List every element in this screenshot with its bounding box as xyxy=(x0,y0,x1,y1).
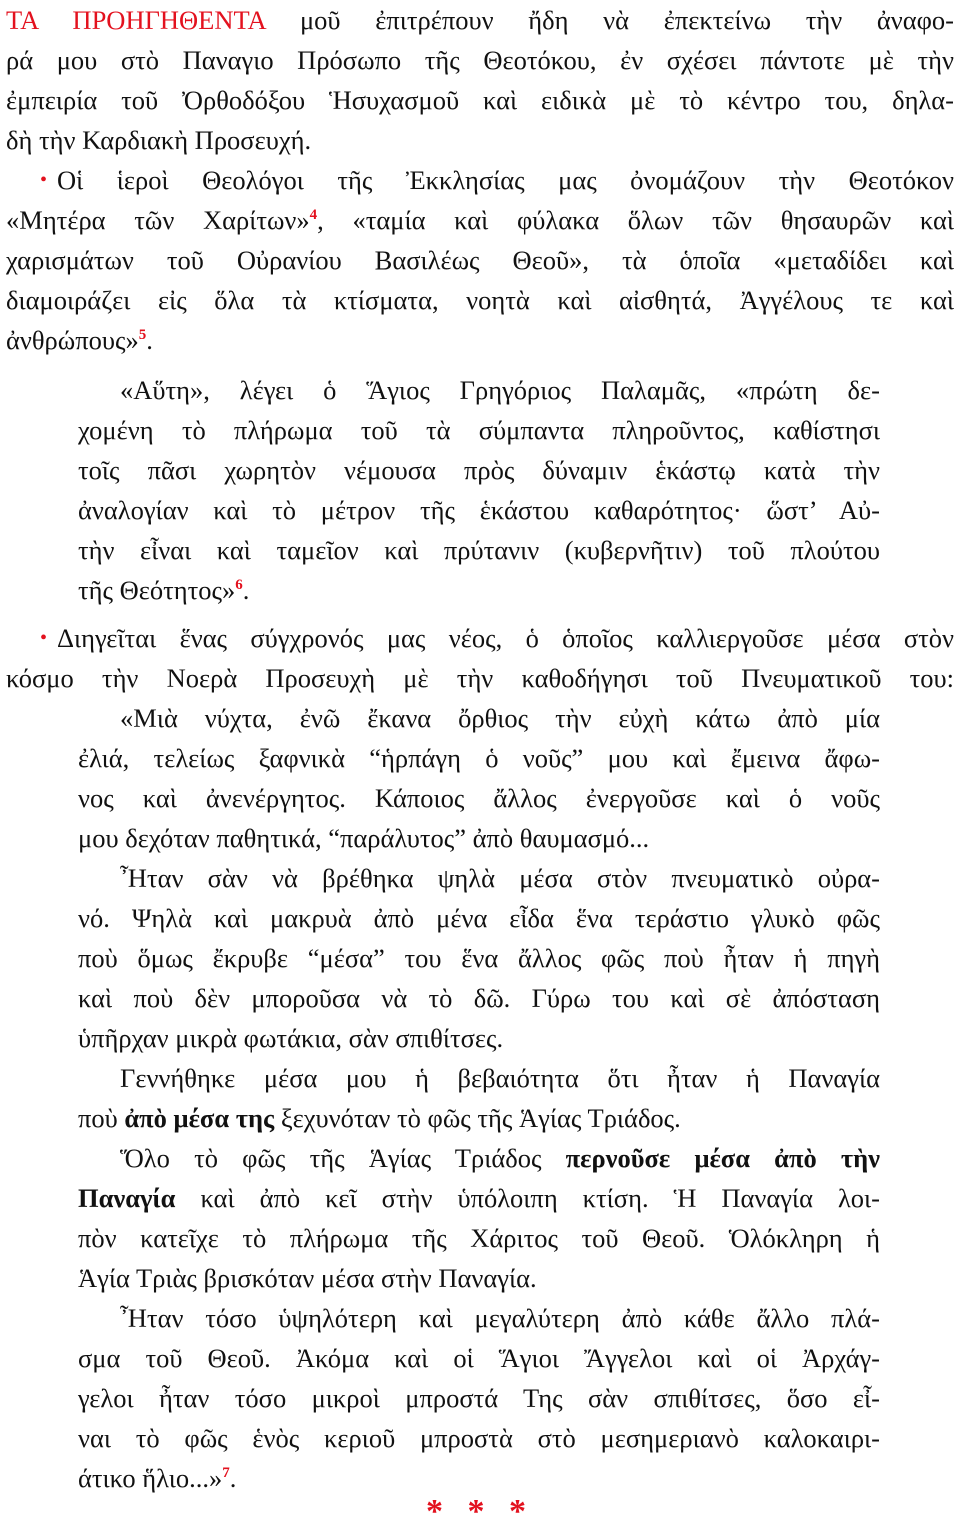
emphasis-text: ἀπὸ μέσα της xyxy=(124,1103,275,1133)
quote-2-line-7: ποὺ ὅμως ἔκρυβε “μέσα” του ἕνα ἄλλος φῶς ποὺ ἦταν ἡ πηγὴ xyxy=(78,943,880,973)
paragraph-1-line-3: ἐμπειρία τοῦ Ὀρθοδόξου Ἡσυχασμοῦ καὶ ειδικὰ μὲ τὸ κέντρο του, δηλα- xyxy=(6,85,954,115)
footnote-ref-5: 5 xyxy=(138,327,147,343)
paragraph-2-line-5: ἀνθρώπους»$^5$. xyxy=(6,325,153,355)
section-separator: * * * xyxy=(426,1493,534,1530)
quote-2-line-9: ὑπῆρχαν μικρὰ φωτάκια, σὰν σπιθίτσες. xyxy=(78,1023,504,1053)
quote-2-line-20: άτικο ἥλιο...»$^7$. xyxy=(78,1463,237,1493)
quote-1-line-6: τῆς Θεότητος»$^6$. xyxy=(78,575,250,605)
quote-1-line-3: τοῖς πᾶσι χωρητὸν νέμουσα πρὸς δύναμιν ἑκάστῳ κατὰ τὴν xyxy=(78,455,880,485)
quote-2-line-3: νος καὶ ἀνενέργητος. Κάποιος ἄλλος ἐνεργοῦσε καὶ ὁ νοῦς xyxy=(78,783,880,813)
paragraph-2-line-4: διαμοιράζει εἰς ὅλα τὰ κτίσματα, νοητὰ καὶ αἰσθητά, Ἀγγέλους τε καὶ xyxy=(6,285,954,315)
footnote-ref-6: 6 xyxy=(235,577,243,593)
emphasis-text: περνοῦσε μέσα ἀπὸ τὴν xyxy=(565,1143,881,1173)
paragraph-2-line-2: «Μητέρα τῶν Χαρίτων»$^4$, «ταμία καὶ φύλακα ὅλων τῶν θησαυρῶν καὶ xyxy=(6,205,954,235)
quote-2-line-1: «Μιὰ νύχτα, ἐνῶ ἔκανα ὄρθιος τὴν εὐχὴ κάτω ἀπὸ μία xyxy=(120,703,880,733)
emphasis-text: Παναγία xyxy=(78,1183,176,1213)
quote-1-line-4: ἀναλογίαν καὶ τὸ μέτρον τῆς ἑκάστου καθαρότητος· ὥστ’ Αὐ- xyxy=(78,495,880,525)
quote-2-line-19: ναι τὸ φῶς ἑνὸς κεριοῦ μπροστὰ στὸ μεσημεριανὸ καλοκαιρι- xyxy=(78,1423,880,1453)
footnote-ref-7: 7 xyxy=(222,1465,230,1481)
quote-2-line-14: πὸν κατεῖχε τὸ πλήρωμα τῆς Χάριτος τοῦ Θεοῦ. Ὁλόκληρη ἡ xyxy=(78,1223,880,1253)
paragraph-2-line-1: • Οἱ ἱεροὶ Θεολόγοι τῆς Ἐκκλησίας μας ὀνομάζουν τὴν Θεοτόκον xyxy=(40,165,954,195)
quote-1-line-5: τὴν εἶναι καὶ ταμεῖον καὶ πρύτανιν (κυβερνῆτιν) τοῦ πλούτου xyxy=(78,535,880,565)
quote-1-line-2: χομένη τὸ πλήρωμα τοῦ τὰ σύμπαντα πληροῦντος, καθίστησι xyxy=(78,415,880,445)
quote-2-line-8: καὶ ποὺ δὲν μποροῦσα νὰ τὸ δῶ. Γύρω του καὶ σὲ ἀπόσταση xyxy=(78,983,880,1013)
paragraph-1-line-2: ρά μου στὸ Παναγιο Πρόσωπο τῆς Θεοτόκου, ἐν σχέσει πάντοτε μὲ τὴν xyxy=(6,45,954,75)
paragraph-1-line-1: ΤΑ ΠΡΟΗΓΗΘΕΝΤΑ μοῦ ἐπιτρέπουν ἤδη νὰ ἐπεκτείνω τὴν ἀναφο- xyxy=(6,5,954,35)
quote-2-line-13: Παναγία καὶ ἀπὸ κεῖ στὴν ὑπόλοιπη κτίση. Ἡ Παναγία λοι- xyxy=(78,1183,880,1213)
quote-2-line-4: μου δεχόταν παθητικά, “παράλυτος” ἀπὸ θαυμασμό... xyxy=(78,823,650,853)
quote-2-line-5: Ἦταν σὰν νὰ βρέθηκα ψηλὰ μέσα στὸν πνευματικὸ οὐρα- xyxy=(120,863,880,893)
paragraph-2-line-3: χαρισμάτων τοῦ Οὐρανίου Βασιλέως Θεοῦ», τὰ ὁποῖα «μεταδίδει καὶ xyxy=(6,245,954,275)
quote-2-line-17: σμα τοῦ Θεοῦ. Ἀκόμα καὶ οἱ Ἅγιοι Ἄγγελοι καὶ οἱ Ἀρχάγ- xyxy=(78,1343,880,1373)
quote-2-line-16: Ἦταν τόσο ὑψηλότερη καὶ μεγαλύτερη ἀπὸ κάθε ἄλλο πλά- xyxy=(120,1303,880,1333)
quote-1-line-1: «Αὕτη», λέγει ὁ Ἅγιος Γρηγόριος Παλαμᾶς, «πρώτη δε- xyxy=(120,375,880,405)
quote-2-line-10: Γεννήθηκε μέσα μου ἡ βεβαιότητα ὅτι ἦταν ἡ Παναγία xyxy=(120,1063,880,1093)
paragraph-3-line-1: • Διηγεῖται ἕνας σύγχρονός μας νέος, ὁ ὁποῖος καλλιεργοῦσε μέσα στὸν xyxy=(40,623,954,653)
red-heading: ΤΑ ΠΡΟΗΓΗΘΕΝΤΑ xyxy=(6,5,266,35)
quote-2-line-2: ἐλιά, τελείως ξαφνικὰ “ἡρπάγη ὁ νοῦς” μου καὶ ἔμεινα ἄφω- xyxy=(78,743,880,773)
bullet-icon: • xyxy=(40,169,48,191)
quote-2-line-11: ποὺ ἀπὸ μέσα της ξεχυνόταν τὸ φῶς τῆς Ἁγίας Τριάδος. xyxy=(78,1103,681,1133)
quote-2-line-12: Ὅλο τὸ φῶς τῆς Ἁγίας Τριάδος περνοῦσε μέσα ἀπὸ τὴν xyxy=(120,1143,881,1173)
paragraph-3-line-2: κόσμο τὴν Νοερὰ Προσευχὴ μὲ τὴν καθοδήγησι τοῦ Πνευματικοῦ του: xyxy=(6,663,954,693)
paragraph-1-line-4: δὴ τὴν Καρδιακὴ Προσευχή. xyxy=(6,125,312,155)
footnote-ref-4: 4 xyxy=(309,207,318,223)
quote-2-line-18: γελοι ἦταν τόσο μικροὶ μπροστά Της σὰν σπιθίτσες, ὅσο εἶ- xyxy=(78,1383,880,1413)
quote-2-line-6: νό. Ψηλὰ καὶ μακρυὰ ἀπὸ μένα εἶδα ἕνα τεράστιο γλυκὸ φῶς xyxy=(78,903,880,933)
quote-2-line-15: Ἁγία Τριὰς βρισκόταν μέσα στὴν Παναγία. xyxy=(78,1263,537,1293)
bullet-icon: • xyxy=(40,627,48,649)
